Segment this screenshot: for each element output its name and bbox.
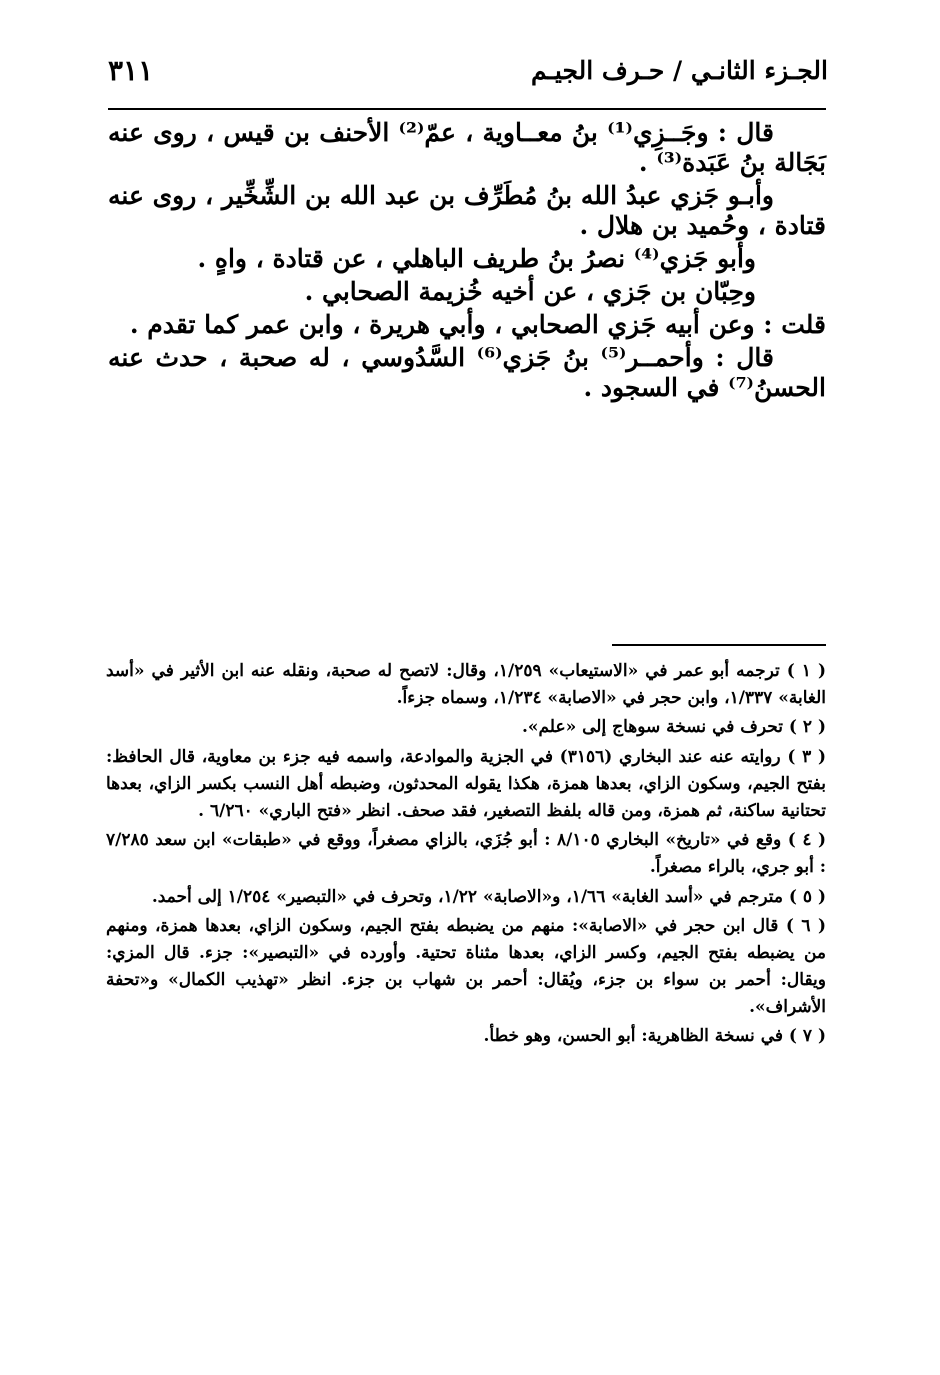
entry-paragraph: وأبـو جَزي عبدُ الله بنُ مُطَرِّف بن عبد الله بن الشِّخِّير ، روى عنه قتادة ، وحُميد بن هلال . [108, 181, 826, 240]
entry-paragraph: وأبو جَزي⁽⁴⁾ نصرُ بنُ طريف الباهلي ، عن قتادة ، واهٍ . [197, 244, 756, 273]
footnote: ( ١ ) ترجمه أبو عمر في «الاستيعاب» ١/٢٥٩، وقال: لاتصح له صحبة، ونقله عنه ابن الأثير في «أسد الغابة» ١/٣٣٧، وابن حجر في «الاصابة» ١/٢٣٤، وسماه جزءاً. [106, 661, 826, 709]
entry-paragraph: قال : وجَــزِي⁽¹⁾ بنُ معــاوية ، عمّ⁽²⁾ الأحنف بن قيس ، روى عنه بَجَالة بنُ عَبَدة⁽³⁾ . [108, 118, 826, 177]
footnote: ( ٤ ) وقع في «تاريخ» البخاري ٨/١٠٥ : أبو جُزَي، بالزاي مصغراً، ووقع في «طبقات» ابن سعد ٧/٢٨٥ : أبو جري، بالراء مصغراً. [106, 830, 827, 878]
main-text [108, 118, 826, 403]
running-header [108, 56, 828, 96]
entry-paragraph: قال : وأحمــر⁽⁵⁾ بنُ جَزي⁽⁶⁾ السَّدُوسي ، له صحبة ، حدث عنه الحسنُ⁽⁷⁾ في السجود . [108, 343, 826, 402]
header-title: الجـزء الثانـي / حـرف الجيـم [530, 56, 828, 85]
footnotes [106, 658, 826, 1053]
footnote: ( ٥ ) مترجم في «أسد الغابة» ١/٦٦، و«الاصابة» ١/٢٢، وتحرف في «التبصير» ١/٢٥٤ إلى أحمد. [151, 886, 826, 907]
footnote-divider [612, 644, 826, 646]
page-number: ٣١١ [108, 54, 154, 87]
entry-paragraph: قلت : وعن أبيه جَزي الصحابي ، وأبي هريرة ، وابن عمر كما تقدم . [129, 310, 826, 339]
footnote: ( ٢ ) تحرف في نسخة سوهاج إلى «علم». [521, 717, 826, 738]
entry-paragraph: وحِبّان بن جَزي ، عن أخيه خُزيمة الصحابي . [304, 277, 756, 306]
header-divider [108, 108, 826, 110]
footnote: ( ٣ ) روايته عنه عند البخاري (٣١٥٦) في الجزية والموادعة، واسمه فيه جزء بن معاوية، قال الحافظ: بفتح الجيم، وسكون الزاي، بعدها همزة، هكذا يقوله المحدثون، وضبطه أهل النسب بكسر الزاي، بعدها تحتانية ساكنة، ثم همزة، ومن قاله بلفظ التصغير، فقد صحف. انظر «فتح الباري» ٦/٢٦٠ . [106, 746, 826, 821]
footnote: ( ٦ ) قال ابن حجر في «الاصابة»: منهم من يضبطه بفتح الجيم، وسكون الزاي، بعدها همزة، ومنهم من يضبطه بفتح الجيم، وكسر الزاي، بعدها مثناة تحتية. وأورده في «التبصير»: جزء. قال المزي: ويقال: أحمر بن سواء بن جزء، ويُقال: أحمر بن شهاب بن جزء. انظر «تهذيب الكمال» و«تحفة الأشراف». [106, 915, 826, 1018]
footnote: ( ٧ ) في نسخة الظاهرية: أبو الحسن، وهو خطأ. [483, 1026, 826, 1047]
